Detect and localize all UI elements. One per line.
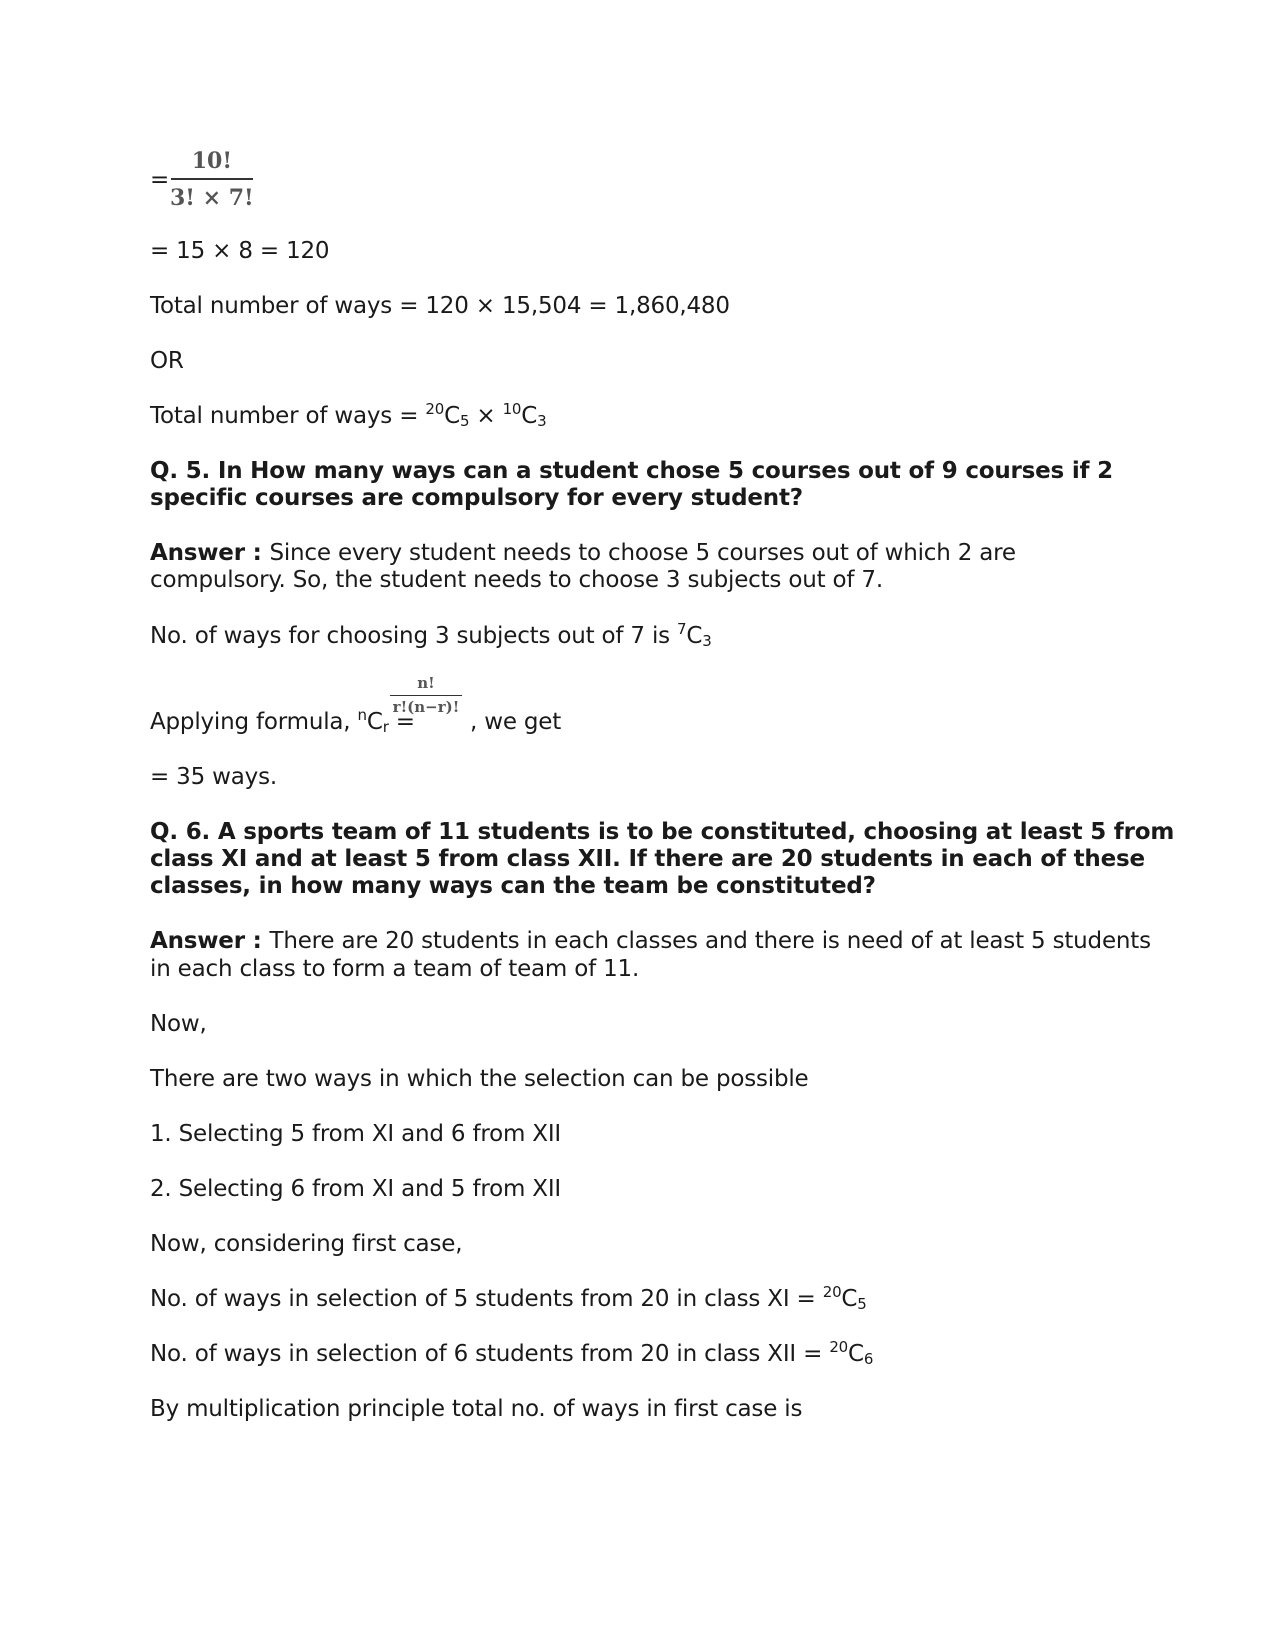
fraction-10-factorial [170, 148, 254, 211]
text-line-combination: No. of ways in selection of 6 students from 20 in class XII = $^{20}C_6$ [150, 1338, 874, 1368]
question-heading: specific courses are compulsory for every student? [150, 485, 803, 511]
formula-suffix: , we get [470, 709, 562, 735]
text-line-combination: No. of ways in selection of 5 students from 20 in class XI = $^{20}C_5$ [150, 1283, 867, 1313]
text-line: Now, [150, 1011, 207, 1037]
text-line: By multiplication principle total no. of ways in first case is [150, 1396, 803, 1422]
formula-fraction: n! r!(n−r)! [390, 674, 462, 716]
text-line-combination: Total number of ways = $^{20}C_5 \times ^{10}C_3$ [150, 400, 547, 430]
answer-paragraph: Answer : Since every student needs to choose 5 courses out of which 2 are [150, 540, 1016, 566]
answer-paragraph: in each class to form a team of team of 11. [150, 956, 640, 982]
fraction-bar [171, 178, 253, 180]
fraction-numerator: 10! [191, 148, 232, 174]
question-heading: classes, in how many ways can the team be constituted? [150, 873, 876, 899]
text-line-combination: No. of ways for choosing 3 subjects out of 7 is $^7C_3$ [150, 620, 712, 650]
question-heading: Q. 6. A sports team of 11 students is to be constituted, choosing at least 5 from [150, 819, 1175, 845]
text-line: OR [150, 348, 184, 374]
list-item: 2. Selecting 6 from XI and 5 from XII [150, 1176, 562, 1202]
text-line: Now, considering first case, [150, 1231, 463, 1257]
text-line: = 35 ways. [150, 764, 277, 790]
answer-paragraph: compulsory. So, the student needs to choose 3 subjects out of 7. [150, 567, 883, 593]
answer-label: Answer : [150, 928, 270, 954]
question-heading: Q. 5. In How many ways can a student chose 5 courses out of 9 courses if 2 [150, 458, 1113, 484]
fraction-denominator: 3! × 7! [170, 185, 254, 211]
question-heading: class XI and at least 5 from class XII. If there are 20 students in each of these [150, 846, 1145, 872]
answer-paragraph: Answer : There are 20 students in each classes and there is need of at least 5 students [150, 928, 1151, 954]
formula-line: Applying formula, $^nC_r$ = [150, 706, 415, 736]
equals-sign: = [150, 167, 170, 193]
text-line: There are two ways in which the selection can be possible [150, 1066, 809, 1092]
list-item: 1. Selecting 5 from XI and 6 from XII [150, 1121, 562, 1147]
answer-label: Answer : [150, 540, 270, 566]
text-line: = 15 × 8 = 120 [150, 238, 330, 264]
text-line: Total number of ways = 120 × 15,504 = 1,860,480 [150, 293, 730, 319]
fraction-bar [390, 695, 462, 696]
